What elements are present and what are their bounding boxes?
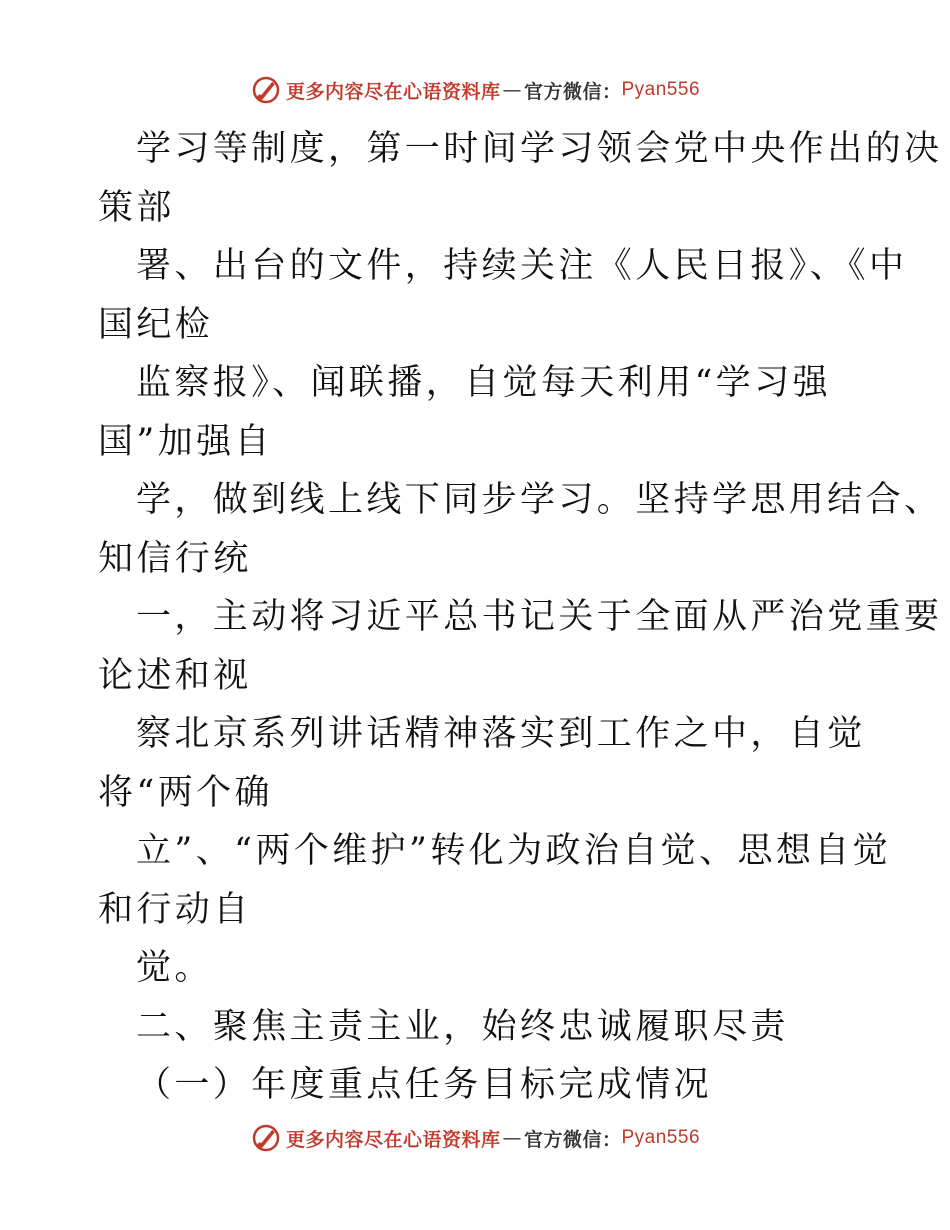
text-line: 二、聚焦主责主业，始终忠诚履职尽责	[136, 1006, 789, 1047]
banner-main-text: 更多内容尽在心语资料库	[285, 1128, 501, 1151]
document-body	[98, 120, 943, 1115]
text-line: 察北京系列讲话精神落实到工作之中，自觉	[136, 714, 866, 754]
brush-logo-icon	[250, 74, 282, 106]
text-line: 和行动自	[98, 889, 252, 930]
banner-wechat-id: Pyan556	[621, 79, 701, 100]
text-line: 策部	[98, 187, 175, 228]
text-line: 立”、“两个维护”转化为政治自觉、思想自觉	[136, 831, 892, 871]
text-line: 署、出台的文件，持续关注《人民日报》、《中	[136, 246, 908, 286]
text-line: 国”加强自	[98, 421, 273, 462]
text-line: 一，主动将习近平总书记关于全面从严治党重要	[136, 597, 943, 637]
banner-wechat-label: 官方微信：	[523, 1128, 622, 1151]
text-line: （一）年度重点任务目标完成情况	[136, 1065, 713, 1105]
banner-wechat-label: 官方微信：	[523, 80, 622, 103]
text-line: 知信行统	[98, 538, 252, 579]
text-line: 学习等制度，第一时间学习领会党中央作出的决	[136, 129, 943, 169]
brush-logo-icon	[250, 1122, 282, 1154]
text-line: 论述和视	[98, 655, 252, 696]
text-line: 觉。	[136, 948, 213, 988]
banner-separator: —	[502, 1127, 522, 1149]
text-line: 学，做到线上线下同步学习。坚持学思用结合、	[136, 480, 943, 520]
banner-main-text: 更多内容尽在心语资料库	[285, 80, 501, 103]
text-line: 将“两个确	[98, 772, 273, 813]
text-line: 监察报》、闻联播，自觉每天利用“学习强	[136, 363, 831, 403]
banner-separator: —	[502, 79, 522, 101]
banner-wechat-id: Pyan556	[621, 1127, 701, 1148]
text-line: 国纪检	[98, 304, 214, 345]
header-banner	[0, 70, 950, 110]
footer-banner	[0, 1118, 950, 1158]
